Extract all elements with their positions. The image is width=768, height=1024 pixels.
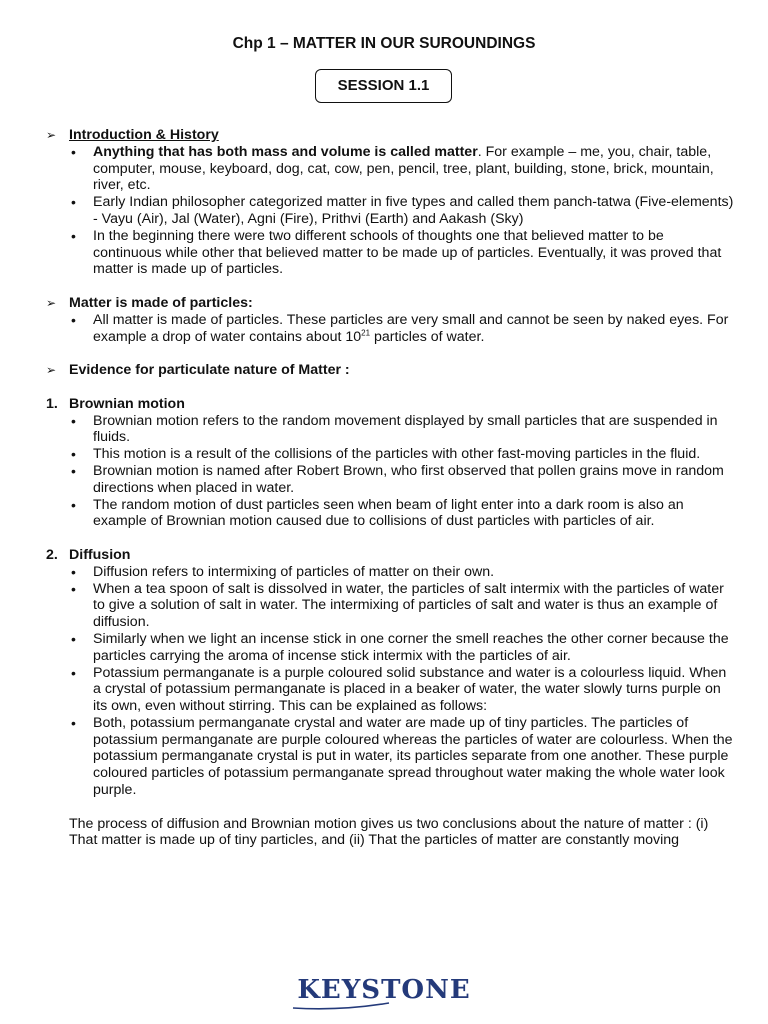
- section-heading-introduction: ➢ Introduction & History: [46, 127, 219, 143]
- session-label: SESSION 1.1: [337, 76, 430, 94]
- document-body: [46, 127, 736, 849]
- list-item: • Both, potassium permanganate crystal and water are made up of tiny particles. The particles of potassium permanganate are purple coloured whereas the particles of water are colourless. When the potassium permanganate crystal is put in water, its particles separate from one another. These purple coloured particles of potassium permanganate spread throughout water making the whole water look purple.: [46, 715, 736, 799]
- section-heading-particles: ➢ Matter is made of particles:: [46, 294, 253, 311]
- list-item: • When a tea spoon of salt is dissolved in water, the particles of salt intermix with the particles of water to give a solution of salt in water. The intermixing of particles of salt and water is thus an example of diffusion.: [46, 581, 736, 631]
- logo-wordmark: KEYSTONE: [297, 975, 470, 1005]
- particles-list: [46, 312, 736, 346]
- section-heading-diffusion: 2. Diffusion: [46, 546, 131, 563]
- conclusion-paragraph: The process of diffusion and Brownian motion gives us two conclusions about the nature of matter : (i) That matter is made up of tiny particles, and (ii) That the particles of matter are constantly moving: [69, 815, 709, 849]
- list-item: • Diffusion refers to intermixing of particles of matter on their own.: [46, 564, 736, 581]
- section-heading-brownian: 1. Brownian motion: [46, 395, 185, 412]
- list-item: • This motion is a result of the collisions of the particles with other fast-moving particles in the fluid.: [46, 446, 736, 463]
- keystone-logo: [0, 975, 768, 1005]
- introduction-list: [46, 144, 736, 278]
- list-item: • Anything that has both mass and volume is called matter. For example – me, you, chair, table, computer, mouse, keyboard, dog, cat, cow, pen, pencil, tree, plant, building, stone, brick, mountain, river, etc.: [46, 144, 736, 194]
- arrow-bullet-icon: ➢: [46, 363, 57, 378]
- logo-swoosh-icon: [291, 1002, 391, 1010]
- list-item: • Brownian motion is named after Robert Brown, who first observed that pollen grains move in random directions when placed in water.: [46, 463, 736, 497]
- brownian-list: [46, 413, 736, 531]
- arrow-bullet-icon: ➢: [46, 295, 57, 310]
- list-item: • Potassium permanganate is a purple coloured solid substance and water is a colourless liquid. When a crystal of potassium permanganate is placed in a beaker of water, the water slowly turns purple on its own, even without stirring. This can be explained as follows:: [46, 665, 736, 715]
- list-item: • Brownian motion refers to the random movement displayed by small particles that are suspended in fluids.: [46, 413, 736, 447]
- arrow-bullet-icon: ➢: [46, 128, 57, 142]
- list-item: • The random motion of dust particles seen when beam of light enter into a dark room is also an example of Brownian motion caused due to collisions of dust particles with particles of air.: [46, 497, 736, 531]
- list-item: • All matter is made of particles. These particles are very small and cannot be seen by naked eyes. For example a drop of water contains about $10^{21}$ particles of water.: [46, 312, 736, 346]
- section-heading-evidence: ➢ Evidence for particulate nature of Matter :: [46, 362, 350, 379]
- page-title: Chp 1 – MATTER IN OUR SUROUNDINGS: [232, 35, 536, 52]
- session-badge: [315, 69, 452, 103]
- list-item: • In the beginning there were two different schools of thoughts one that believed matter to be continuous while other that believed matter to be made up of particles. Eventually, it was proved that matter is made up of particles.: [46, 228, 736, 278]
- list-item: • Similarly when we light an incense stick in one corner the smell reaches the other corner because the particles carrying the aroma of incense stick intermix with the particles of air.: [46, 631, 736, 665]
- diffusion-list: [46, 564, 736, 799]
- list-item: • Early Indian philosopher categorized matter in five types and called them panch-tatwa (Five-elements) - Vayu (Air), Jal (Water), Agni (Fire), Prithvi (Earth) and Aakash (Sky): [46, 194, 736, 228]
